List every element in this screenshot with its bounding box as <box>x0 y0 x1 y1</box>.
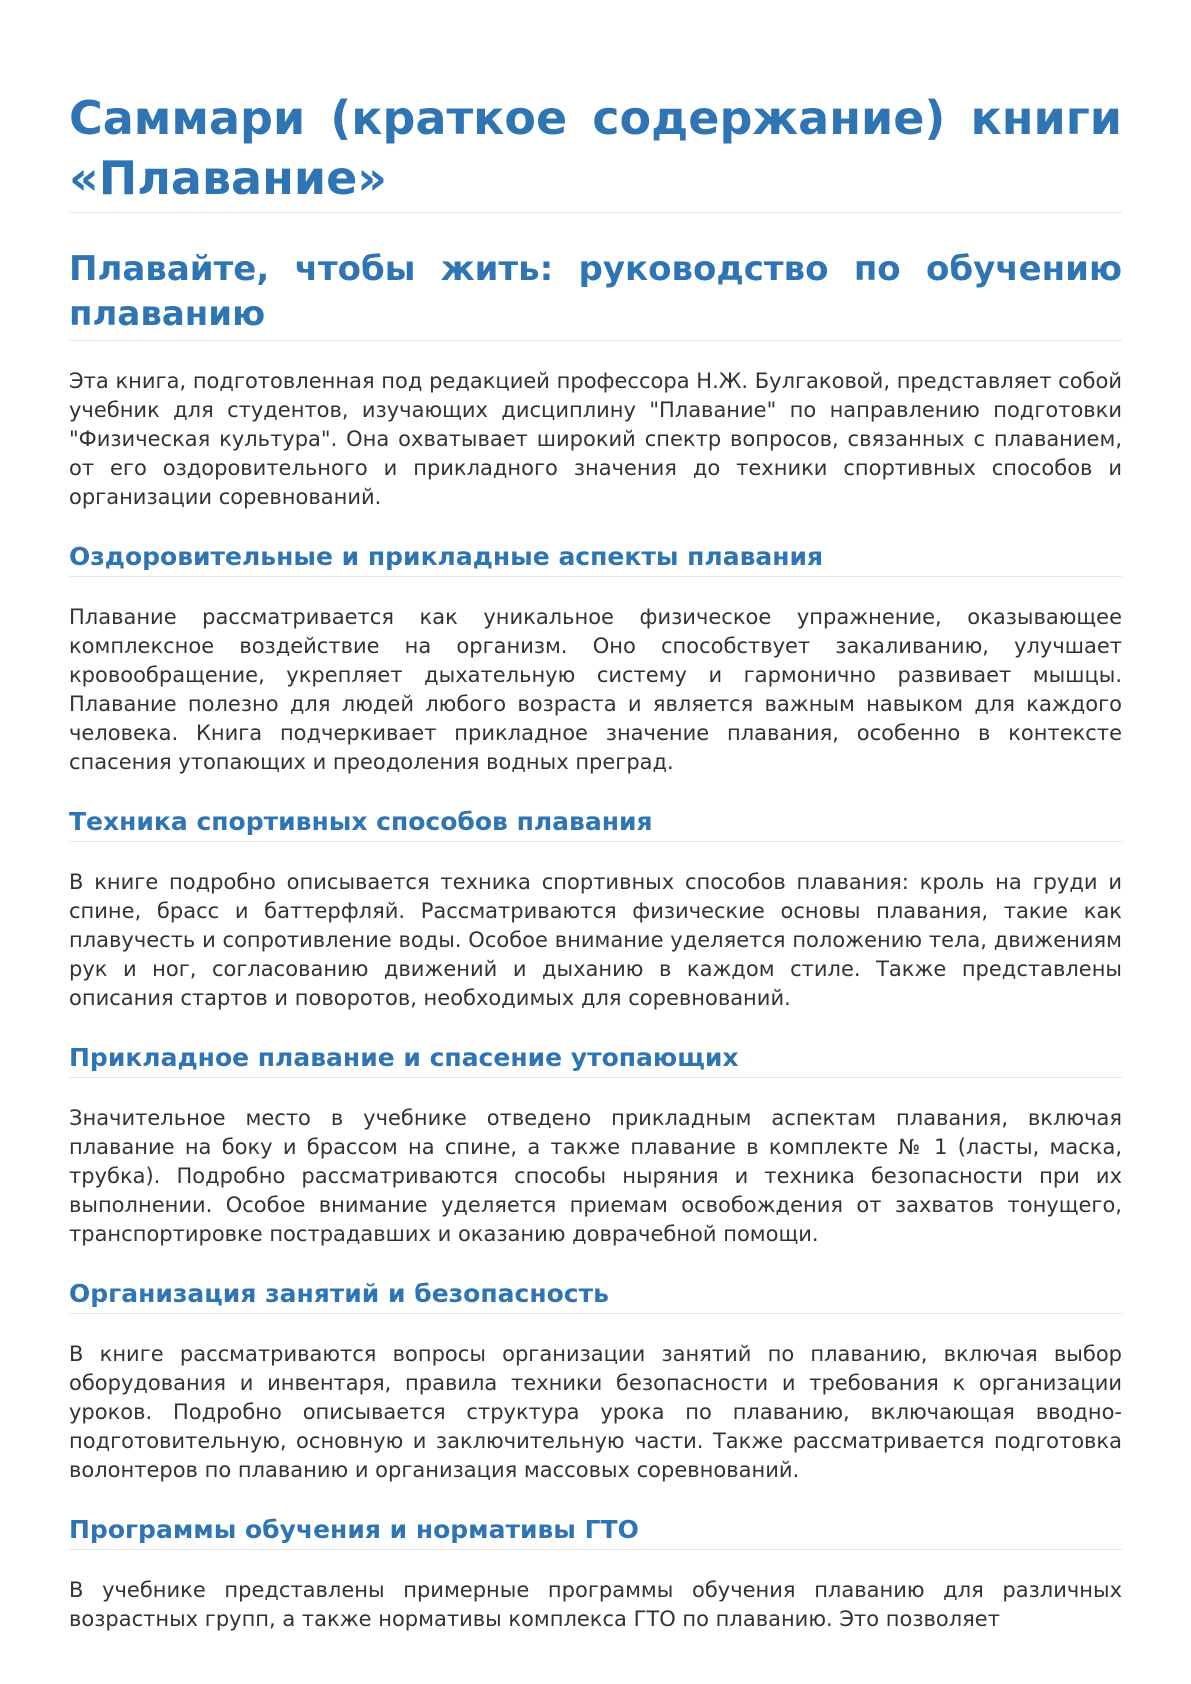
section-heading-technique: Техника спортивных способов плавания <box>69 805 1122 842</box>
document-title: Саммари (краткое содержание) книги «Плавание» <box>69 88 1122 213</box>
section-text-health: Плавание рассматривается как уникальное физическое упражнение, оказывающее комплексное воздействие на организм. Оно способствует закаливанию, улучшает кровообращение, укрепляет дыхательную систему и гармонично развивает мышцы. Плавание полезно для людей любого возраста и является важным навыком для каждого человека. Книга подчеркивает прикладное значение плавания, особенно в контексте спасения утопающих и преодоления водных преград. <box>69 605 1122 774</box>
document-page <box>69 88 1122 1634</box>
document-subtitle: Плавайте, чтобы жить: руководство по обучению плаванию <box>69 247 1122 341</box>
section-heading-organization: Организация занятий и безопасность <box>69 1277 1122 1314</box>
section-text-rescue: Значительное место в учебнике отведено прикладным аспектам плавания, включая плавание на боку и брассом на спине, а также плавание в комплекте № 1 (ласты, маска, трубка). Подробно рассматриваются способы ныряния и техника безопасности при их выполнении. Особое внимание уделяется приемам освобождения от захватов тонущего, транспортировке пострадавших и оказанию доврачебной помощи. <box>69 1106 1122 1246</box>
section-heading-programs: Программы обучения и нормативы ГТО <box>69 1513 1122 1550</box>
section-text-technique: В книге подробно описывается техника спортивных способов плавания: кроль на груди и спине, брасс и баттерфляй. Рассматриваются физические основы плавания, такие как плавучесть и сопротивление воды. Особое внимание уделяется положению тела, движениям рук и ног, согласованию движений и дыханию в каждом стиле. Также представлены описания стартов и поворотов, необходимых для соревнований. <box>69 870 1122 1010</box>
section-heading-rescue: Прикладное плавание и спасение утопающих <box>69 1041 1122 1078</box>
intro-paragraph: Эта книга, подготовленная под редакцией профессора Н.Ж. Булгаковой, представляет собой учебник для студентов, изучающих дисциплину "Плавание" по направлению подготовки "Физическая культура". Она охватывает широкий спектр вопросов, связанных с плаванием, от его оздоровительного и прикладного значения до техники спортивных способов и организации соревнований. <box>69 369 1122 509</box>
section-text-organization: В книге рассматриваются вопросы организации занятий по плаванию, включая выбор оборудования и инвентаря, правила техники безопасности и требования к организации уроков. Подробно описывается структура урока по плаванию, включающая вводно-подготовительную, основную и заключительную части. Также рассматривается подготовка волонтеров по плаванию и организация массовых соревнований. <box>69 1342 1122 1482</box>
section-heading-health: Оздоровительные и прикладные аспекты плавания <box>69 540 1122 577</box>
section-text-programs: В учебнике представлены примерные программы обучения плаванию для различных возрастных групп, а также нормативы комплекса ГТО по плаванию. Это позволяет <box>69 1578 1122 1631</box>
